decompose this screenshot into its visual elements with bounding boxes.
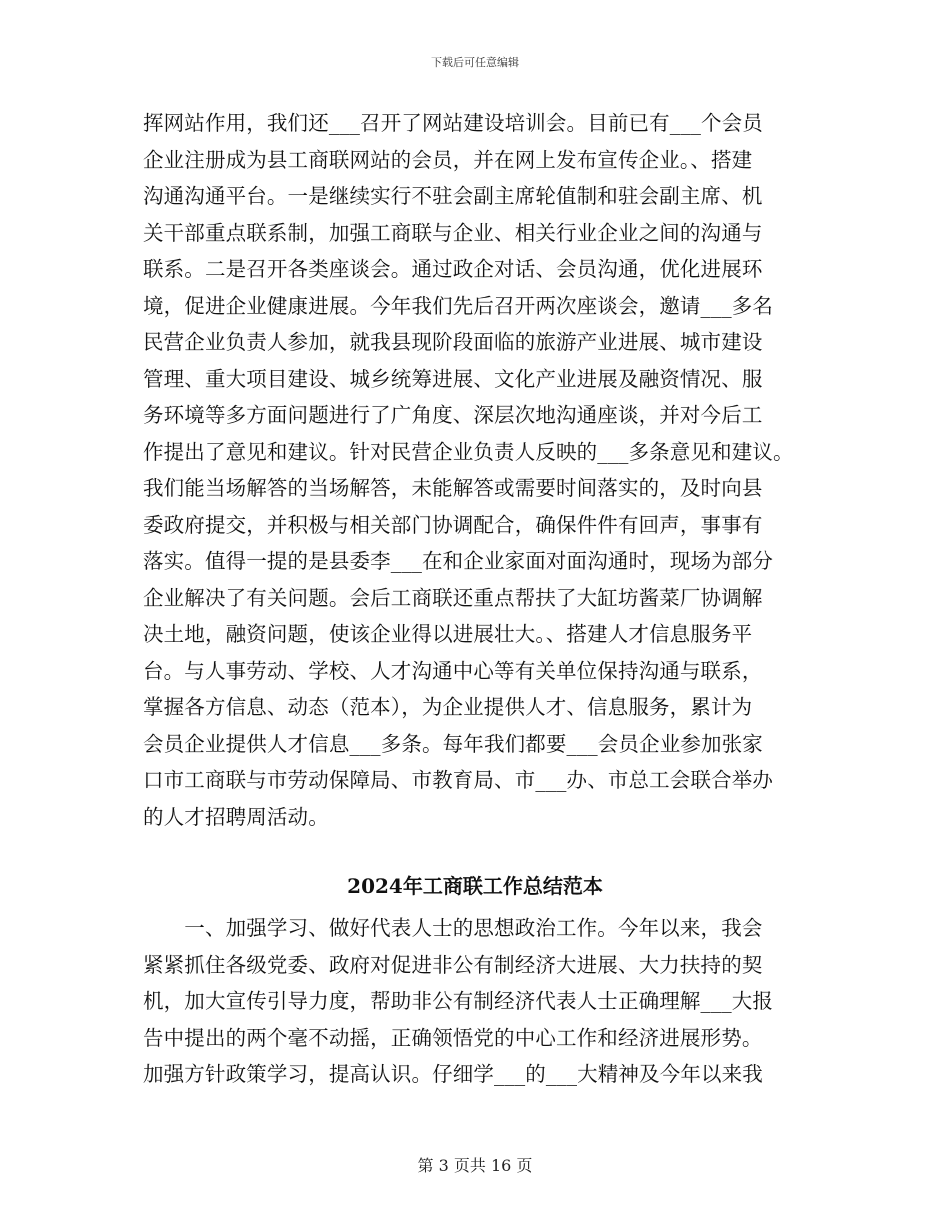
text-line: 沟通沟通平台。一是继续实行不驻会副主席轮值制和驻会副主席、机 [143,184,763,208]
text-line: 台。与人事劳动、学校、人才沟通中心等有关单位保持沟通与联系， [143,658,763,683]
text-line: 挥网站作用，我们还___召开了网站建设培训会。目前已有___个会员 [143,111,763,135]
text-line: 加强方针政策学习，提高认识。仔细学___的___大精神及今年以来我 [143,1062,763,1086]
text-line: 务环境等多方面问题进行了广角度、深层次地沟通座谈，并对今后工 [143,403,763,427]
text-line: 作提出了意见和建议。针对民营企业负责人反映的___多条意见和建议。 [143,439,794,464]
text-line: 委政府提交，并积极与相关部门协调配合，确保件件有回声，事事有 [143,512,763,537]
text-line: 民营企业负责人参加，就我县现阶段面临的旅游产业进展、城市建设 [143,330,763,354]
section-title: 2024年工商联工作总结范本 [347,874,603,898]
text-line: 一、加强学习、做好代表人士的思想政治工作。今年以来，我会 [143,916,763,940]
text-line: 管理、重大项目建设、城乡统筹进展、文化产业进展及融资情况、服 [143,366,763,391]
text-line: 企业解决了有关问题。会后工商联还重点帮扶了大缸坊酱菜厂协调解 [143,585,763,610]
text-line: 告中提出的两个毫不动摇，正确领悟党的中心工作和经济进展形势。 [143,1025,763,1050]
text-line: 的人才招聘周活动。 [143,804,329,829]
text-line: 企业注册成为县工商联网站的会员，并在网上发布宣传企业。、搭建 [143,147,753,172]
text-line: 决土地，融资问题，使该企业得以进展壮大。、搭建人才信息服务平 [143,622,753,646]
paragraph-continued [143,107,823,847]
text-line: 会员企业提供人才信息___多条。每年我们都要___会员企业参加张家 [143,731,763,756]
text-line: 掌握各方信息、动态（范本），为企业提供人才、信息服务，累计为 [143,695,753,719]
text-line: 口市工商联与市劳动保障局、市教育局、市___办、市总工会联合举办 [143,768,774,792]
text-line: 落实。值得一提的是县委李___在和企业家面对面沟通时，现场为部分 [143,549,774,573]
text-line: 我们能当场解答的当场解答，未能解答或需要时间落实的，及时向县 [143,476,763,500]
text-line: 境，促进企业健康进展。今年我们先后召开两次座谈会，邀请___多名 [143,293,774,318]
page-header-note: 下载后可任意编辑 [431,56,519,69]
page-number: 第 3 页共 16 页 [417,1156,533,1175]
paragraph-section-1 [143,912,823,1102]
text-line: 关干部重点联系制，加强工商联与企业、相关行业企业之间的沟通与 [143,220,763,245]
text-line: 机，加大宣传引导力度，帮助非公有制经济代表人士正确理解___大报 [143,989,774,1013]
text-line: 紧紧抓住各级党委、政府对促进非公有制经济大进展、大力扶持的契 [143,952,763,977]
text-line: 联系。二是召开各类座谈会。通过政企对话、会员沟通，优化进展环 [143,257,763,281]
